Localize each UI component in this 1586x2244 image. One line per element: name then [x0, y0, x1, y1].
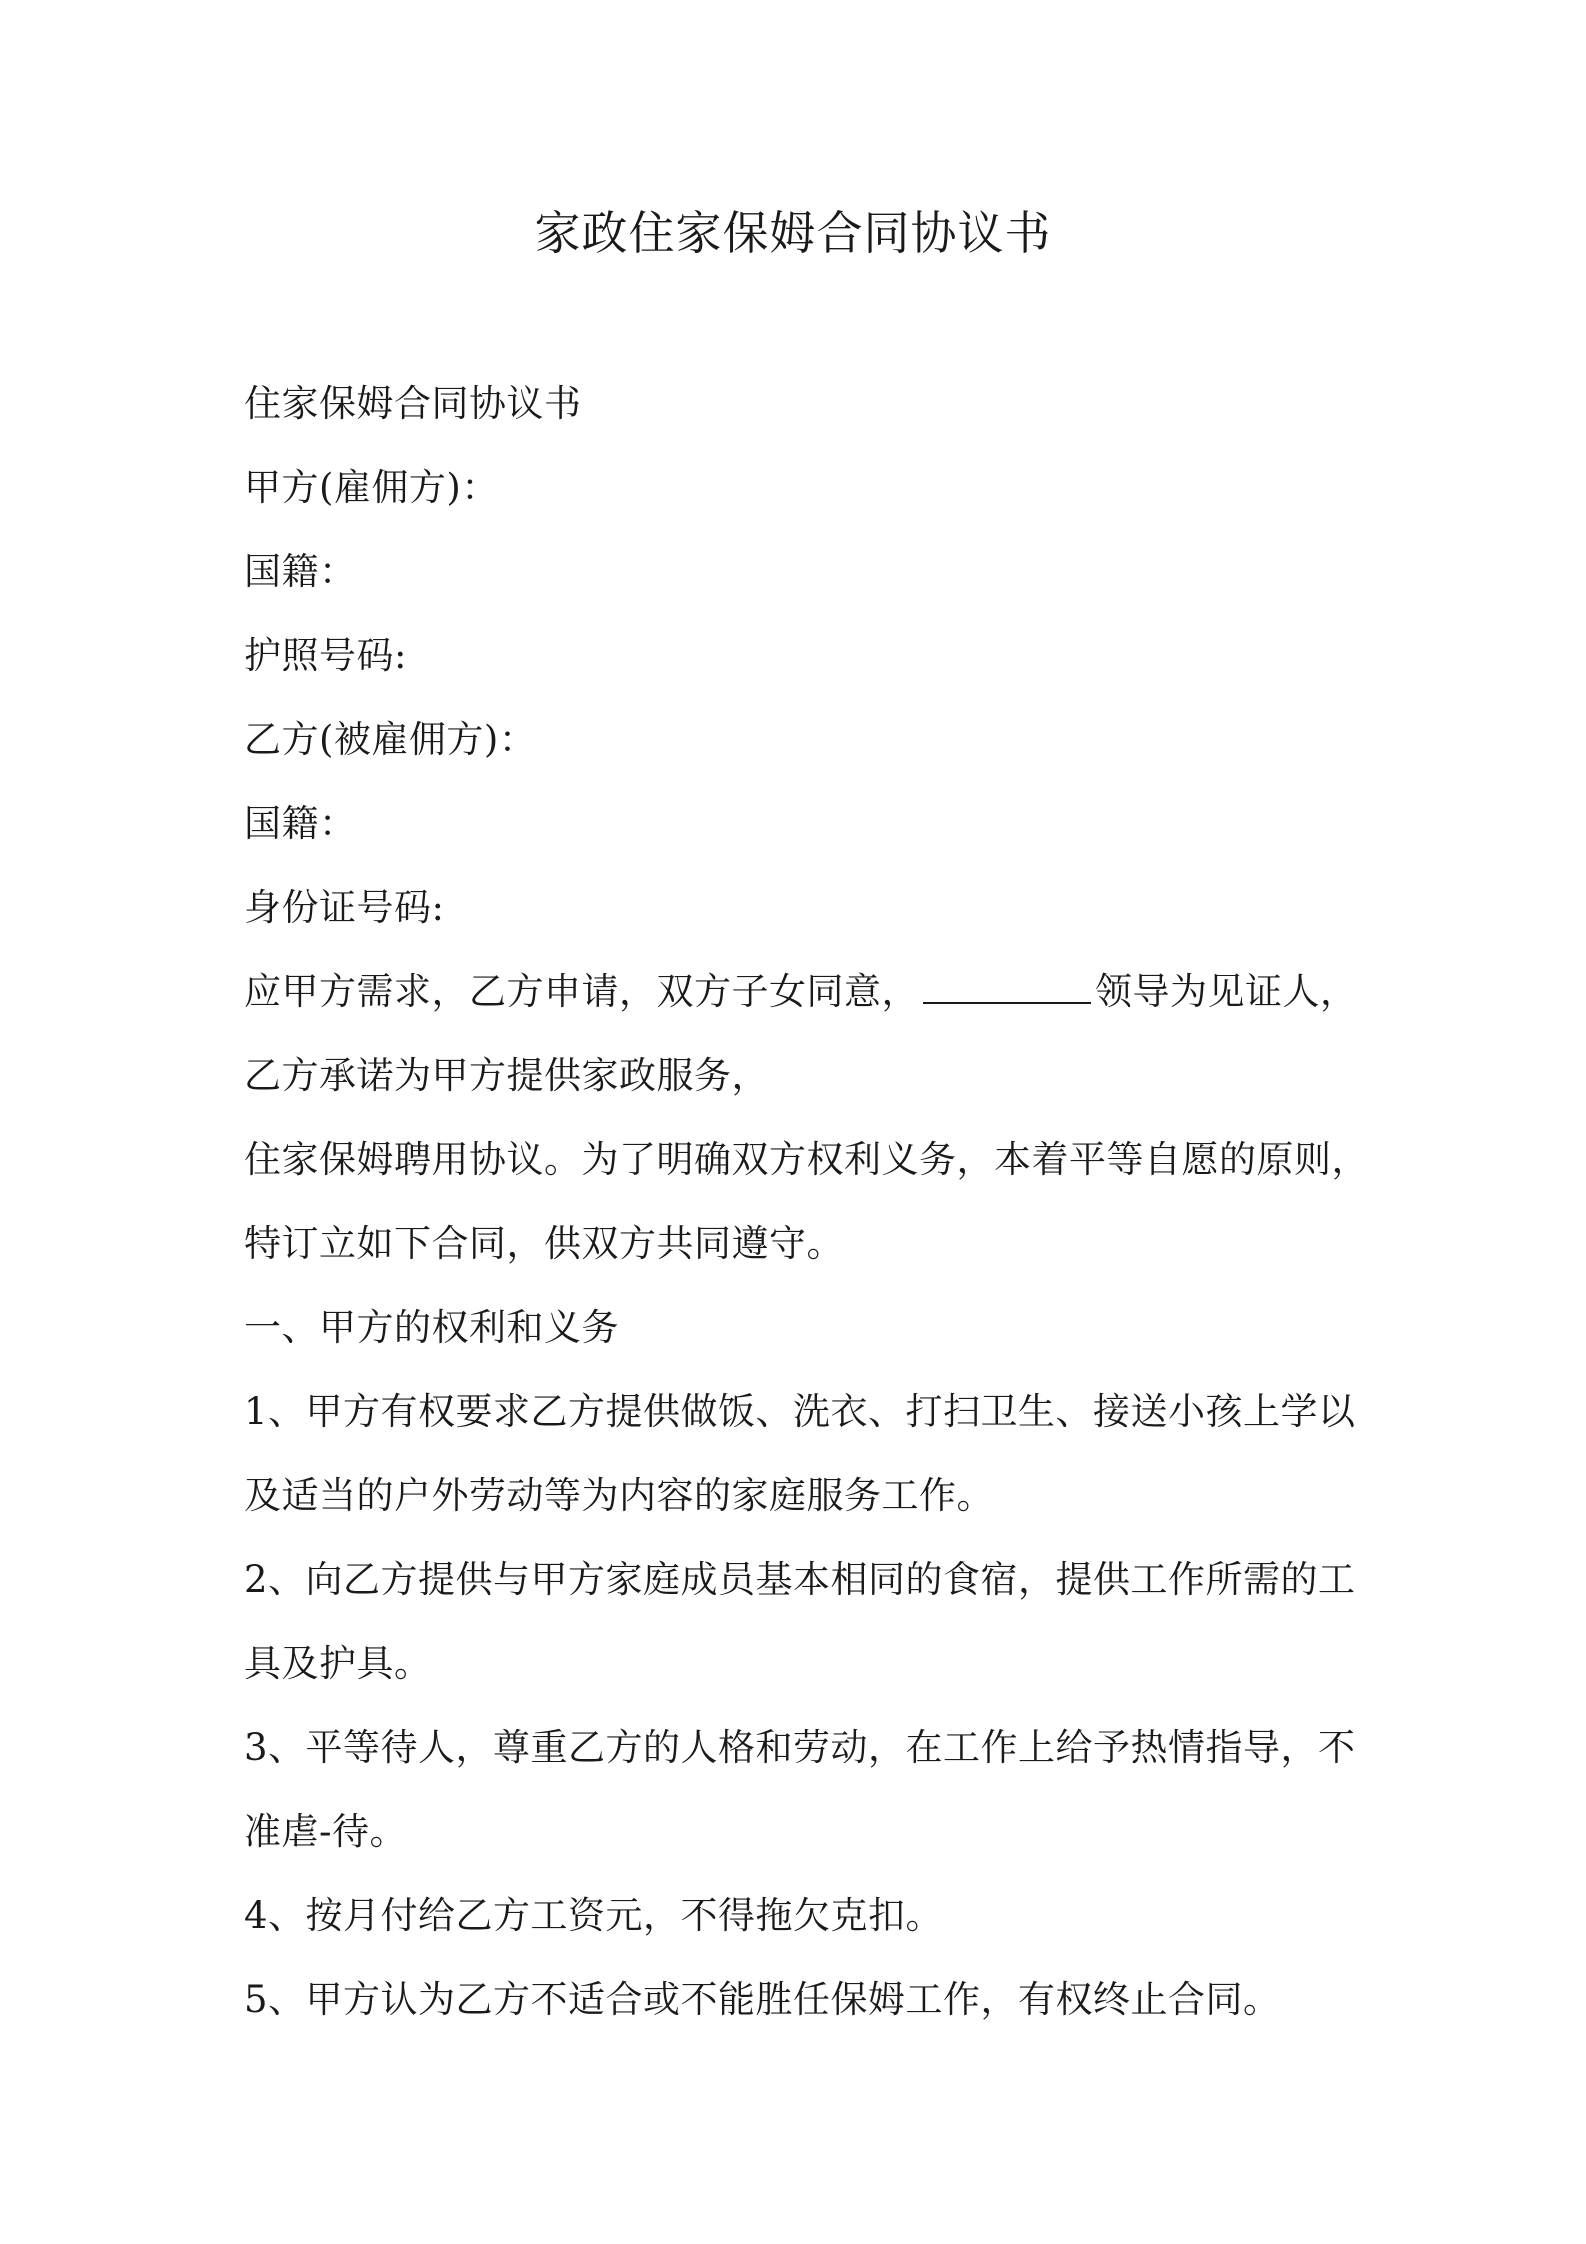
clause-1-line: 1、甲方有权要求乙方提供做饭、洗衣、打扫卫生、接送小孩上学以 — [244, 1390, 1356, 1433]
paragraph-line: 住家保姆聘用协议。为了明确双方权利义务，本着平等自愿的原则， — [244, 1138, 1369, 1181]
paragraph-line: 特订立如下合同，供双方共同遵守。 — [244, 1222, 844, 1265]
clause-2-line: 2、向乙方提供与甲方家庭成员基本相同的食宿，提供工作所需的工 — [244, 1558, 1356, 1601]
witness-text-before: 应甲方需求，乙方申请，双方子女同意， — [244, 970, 919, 1013]
party-b-line: 乙方(被雇佣方)： — [244, 718, 537, 761]
section-heading: 一、甲方的权利和义务 — [244, 1306, 619, 1349]
clause-2-line: 具及护具。 — [244, 1642, 432, 1685]
clause-3-line: 准虐-待。 — [244, 1810, 408, 1853]
party-b-id-line: 身份证号码: — [244, 886, 445, 929]
clause-3-line: 3、平等待人，尊重乙方的人格和劳动，在工作上给予热情指导，不 — [244, 1726, 1356, 1769]
clause-5-line: 5、甲方认为乙方不适合或不能胜任保姆工作，有权终止合同。 — [244, 1978, 1281, 2021]
document-body — [244, 362, 1369, 2042]
document-title: 家政住家保姆合同协议书 — [534, 206, 1052, 260]
clause-4-line: 4、按月付给乙方工资元，不得拖欠克扣。 — [244, 1894, 944, 1937]
subtitle-line: 住家保姆合同协议书 — [244, 382, 582, 425]
party-b-nationality-line: 国籍： — [244, 802, 357, 845]
witness-line — [244, 950, 1358, 1034]
paragraph-line: 乙方承诺为甲方提供家政服务， — [244, 1054, 769, 1097]
party-a-passport-line: 护照号码: — [244, 634, 407, 677]
party-a-nationality-line: 国籍： — [244, 550, 357, 593]
witness-text-after: 领导为见证人， — [1095, 970, 1358, 1013]
party-a-line: 甲方(雇佣方)： — [244, 466, 499, 509]
witness-blank — [923, 968, 1091, 1004]
clause-1-line: 及适当的户外劳动等为内容的家庭服务工作。 — [244, 1474, 994, 1517]
